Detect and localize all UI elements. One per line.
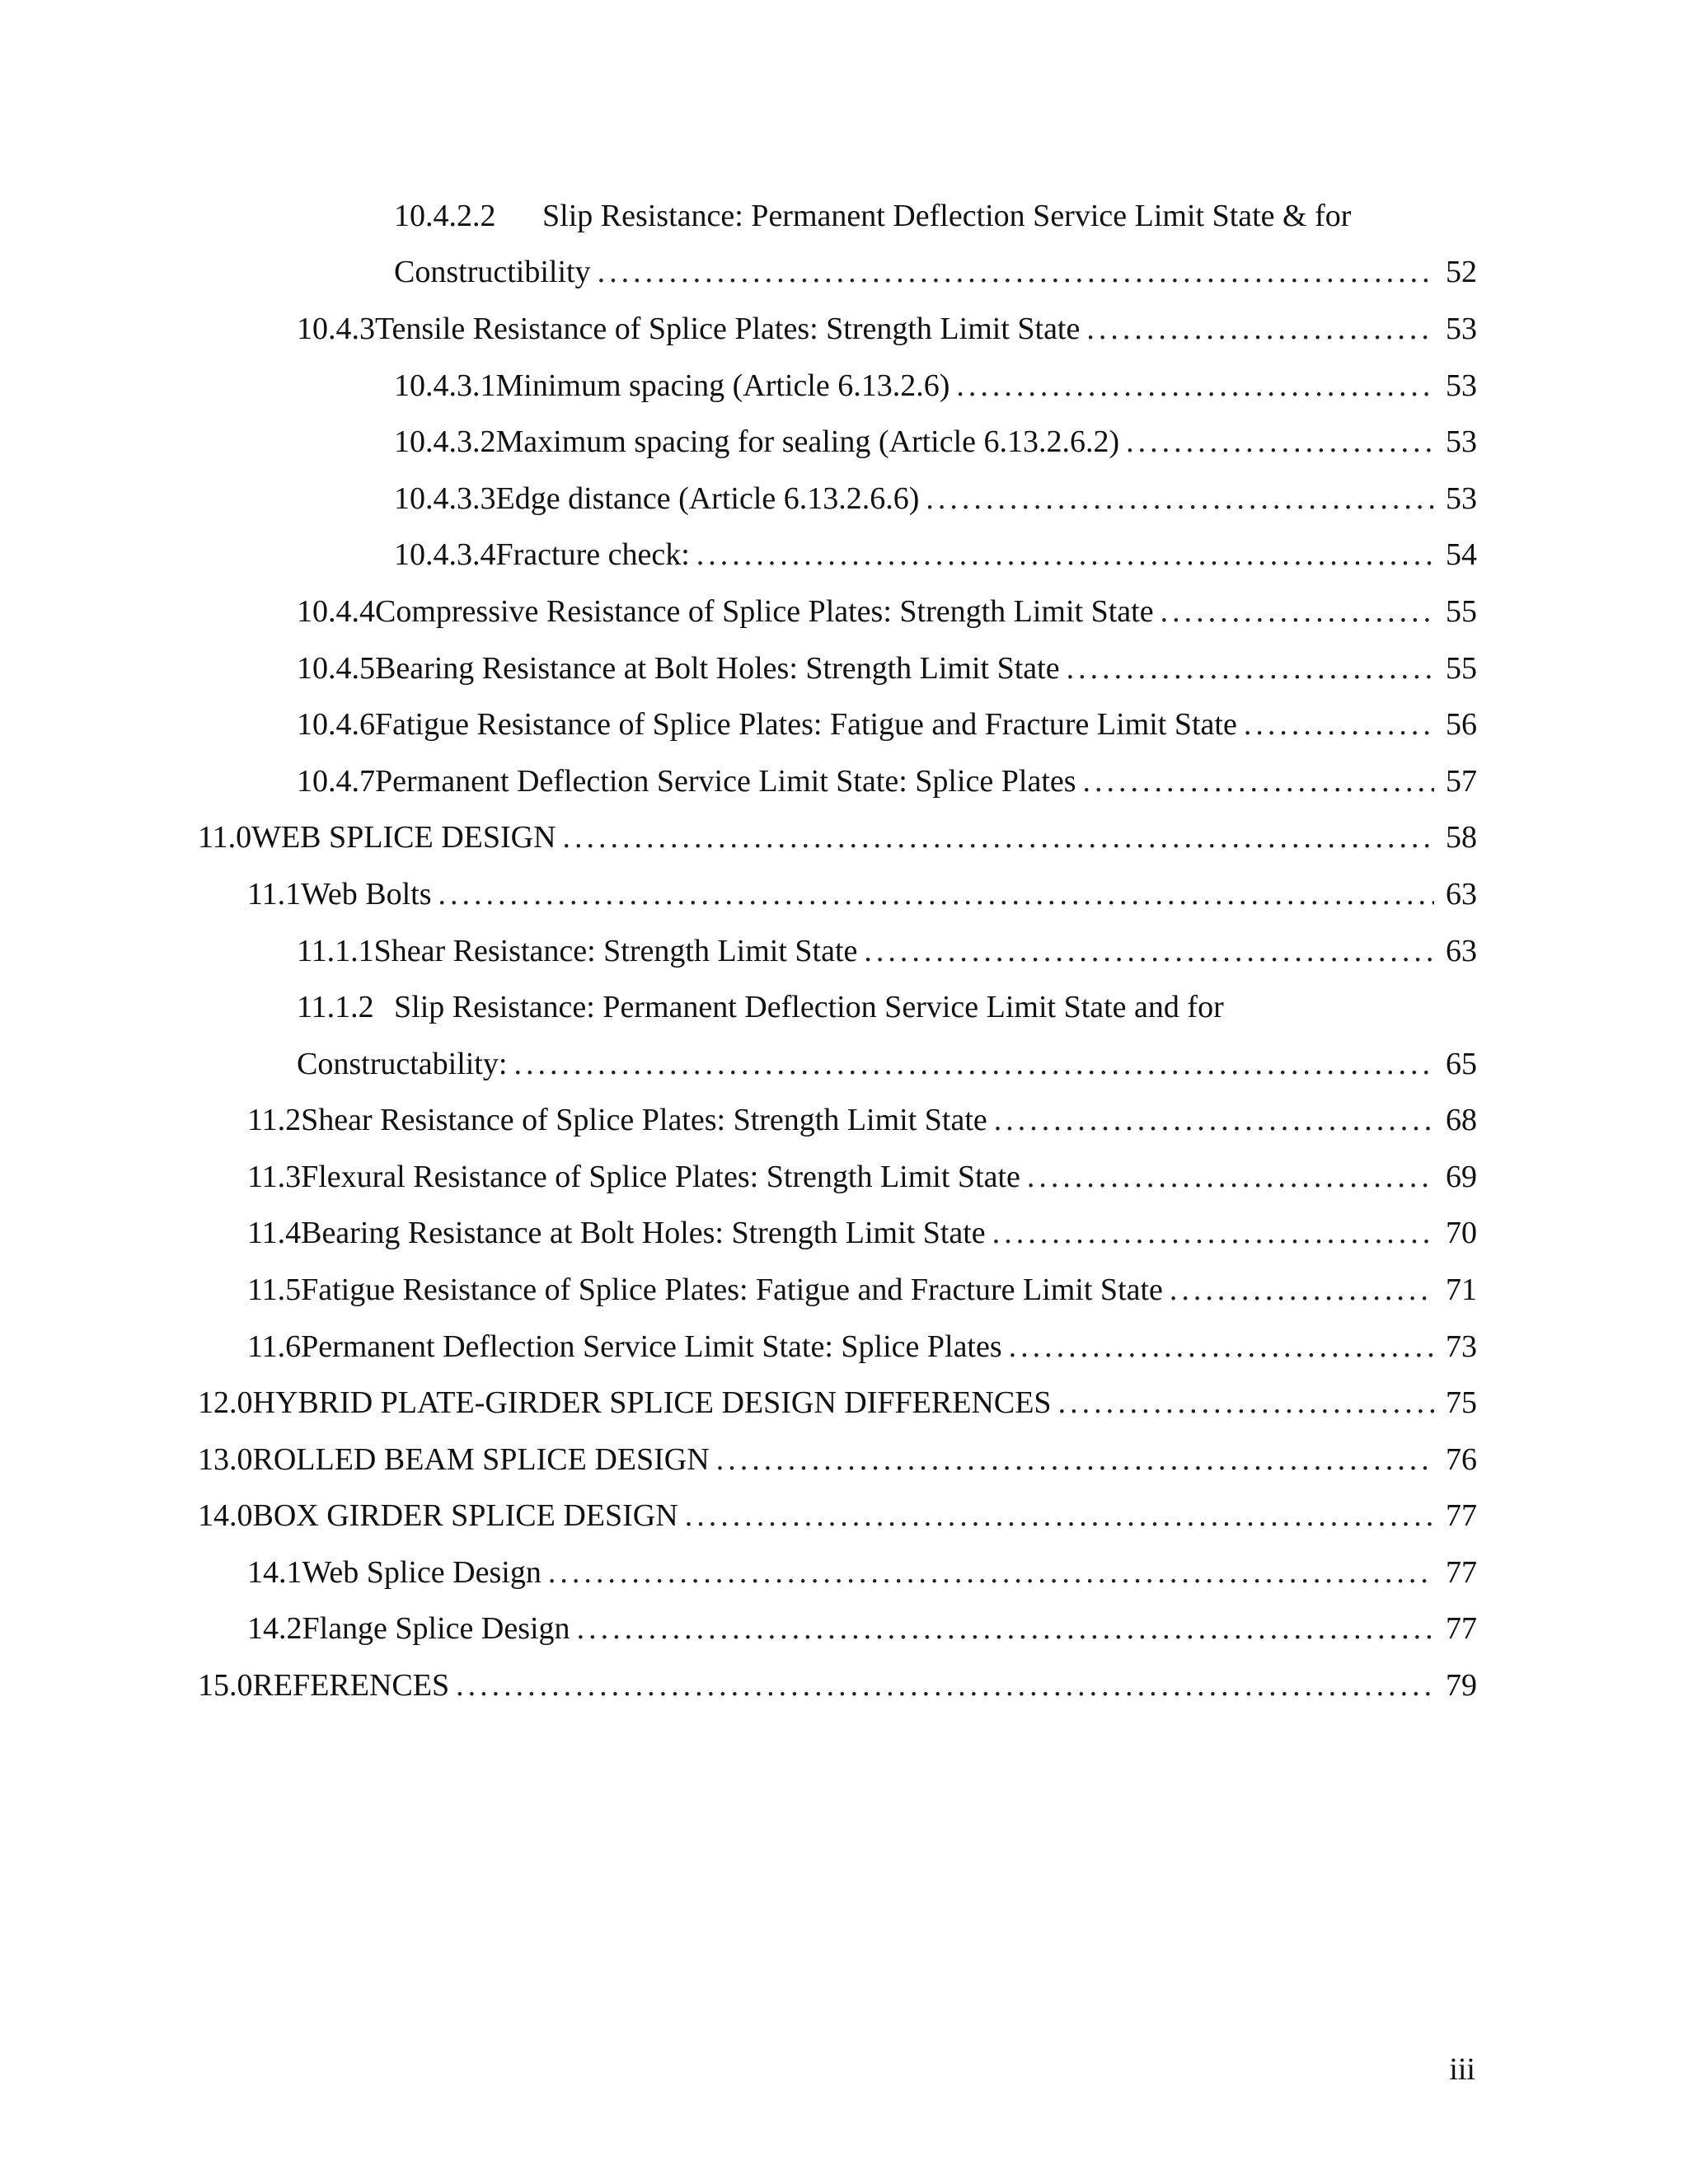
- toc-entry-number: 15.0: [198, 1668, 253, 1703]
- toc-entry-title: Bearing Resistance at Bolt Holes: Strength Limit State: [375, 651, 1060, 686]
- toc-entry-page: 65: [1446, 1047, 1477, 1081]
- toc-entry-page: 53: [1446, 312, 1477, 346]
- dot-leader: [1058, 1382, 1434, 1423]
- dot-leader: [926, 478, 1434, 519]
- dot-leader: [1009, 1326, 1434, 1367]
- toc-entry[interactable]: [247, 1552, 1477, 1593]
- toc-entry-page: 77: [1446, 1555, 1477, 1590]
- toc-entry[interactable]: [297, 761, 1477, 802]
- toc-entry[interactable]: [247, 1156, 1477, 1197]
- toc-entry-number: 14.1: [247, 1555, 302, 1590]
- toc-entry[interactable]: [198, 817, 1477, 858]
- toc-entry-number: 10.4.5: [297, 651, 375, 686]
- toc-entry-title: Minimum spacing (Article 6.13.2.6): [495, 368, 950, 403]
- toc-entry-title: Slip Resistance: Permanent Deflection Service Limit State and for: [394, 990, 1224, 1024]
- dot-leader: [1244, 704, 1434, 745]
- toc-entry-page: 57: [1446, 764, 1477, 799]
- toc-entry-page: 77: [1446, 1611, 1477, 1646]
- toc-entry-number: 11.3: [247, 1160, 302, 1194]
- toc-entry[interactable]: [297, 591, 1477, 632]
- toc-entry-page: 71: [1446, 1272, 1477, 1307]
- dot-leader: [1170, 1269, 1434, 1310]
- toc-entry-title: Fracture check:: [495, 537, 690, 572]
- toc-entry-title: Flange Splice Design: [302, 1611, 570, 1646]
- toc-entry-title: Maximum spacing for sealing (Article 6.13.2.6.2): [495, 424, 1120, 459]
- toc-entry-title: Permanent Deflection Service Limit State: Splice Plates: [301, 1329, 1002, 1364]
- toc-entry-title: REFERENCES: [252, 1668, 450, 1703]
- toc-entry-number: 11.1: [247, 877, 302, 912]
- dot-leader: [1160, 591, 1434, 632]
- toc-entry-number: 11.2: [247, 1103, 302, 1137]
- toc-entry[interactable]: [198, 1495, 1477, 1536]
- toc-entry-page: 63: [1446, 934, 1477, 968]
- dot-leader: [438, 874, 1434, 915]
- dot-leader: [685, 1495, 1434, 1536]
- dot-leader: [994, 1099, 1434, 1141]
- toc-entry[interactable]: [394, 365, 1477, 406]
- toc-entry-page: 77: [1446, 1498, 1477, 1533]
- toc-entry-title: Fatigue Resistance of Splice Plates: Fatigue and Fracture Limit State: [301, 1272, 1163, 1307]
- dot-leader: [864, 930, 1434, 972]
- dot-leader: [716, 1439, 1434, 1480]
- toc-entry-title: Permanent Deflection Service Limit State: Splice Plates: [375, 764, 1076, 799]
- toc-entry[interactable]: [394, 421, 1477, 462]
- dot-leader: [1126, 421, 1434, 462]
- toc-entry[interactable]: [247, 874, 1477, 915]
- toc-entry-page: 55: [1446, 594, 1477, 629]
- toc-entry-number: 10.4.2.2: [394, 199, 496, 233]
- toc-entry-number: 10.4.7: [297, 764, 375, 799]
- toc-entry[interactable]: [297, 930, 1477, 972]
- toc-entry-title: HYBRID PLATE-GIRDER SPLICE DESIGN DIFFERENCES: [252, 1385, 1052, 1420]
- toc-entry-page: 69: [1446, 1160, 1477, 1194]
- toc-entry-number: 11.5: [247, 1272, 302, 1307]
- toc-entry-title: Tensile Resistance of Splice Plates: Strength Limit State: [375, 312, 1081, 346]
- toc-entry-number: 13.0: [198, 1442, 253, 1477]
- toc-entry-page: 75: [1446, 1385, 1477, 1420]
- dot-leader: [563, 817, 1434, 858]
- toc-entry-page: 79: [1446, 1668, 1477, 1703]
- toc-entry-number: 10.4.3.1: [394, 368, 496, 403]
- toc-entry-title: ROLLED BEAM SPLICE DESIGN: [252, 1442, 710, 1477]
- toc-entry[interactable]: [297, 1043, 1477, 1085]
- dot-leader: [1083, 761, 1434, 802]
- toc-entry-page: 54: [1446, 537, 1477, 572]
- toc-entry-page: 55: [1446, 651, 1477, 686]
- toc-entry-page: 56: [1446, 707, 1477, 742]
- toc-entry-title: Bearing Resistance at Bolt Holes: Strength Limit State: [301, 1216, 986, 1250]
- toc-entry-title: Flexural Resistance of Splice Plates: Strength Limit State: [301, 1160, 1020, 1194]
- page-number: iii: [1449, 2052, 1475, 2087]
- toc-entry[interactable]: [247, 1269, 1477, 1310]
- toc-entry-page: 70: [1446, 1216, 1477, 1250]
- dot-leader: [1067, 648, 1434, 689]
- toc-entry-title: BOX GIRDER SPLICE DESIGN: [252, 1498, 678, 1533]
- toc-entry[interactable]: [198, 1665, 1477, 1706]
- toc-entry-number: 10.4.4: [297, 594, 375, 629]
- dot-leader: [992, 1212, 1434, 1254]
- toc-entry[interactable]: [247, 1608, 1477, 1649]
- toc-entry-page: 52: [1446, 255, 1477, 289]
- toc-entry-title: Edge distance (Article 6.13.2.6.6): [495, 481, 920, 516]
- toc-entry[interactable]: [198, 1382, 1477, 1423]
- dot-leader: [598, 251, 1434, 293]
- toc-entry-number: 11.1.2: [297, 990, 374, 1024]
- toc-entry[interactable]: [247, 1212, 1477, 1254]
- toc-entry[interactable]: [297, 987, 1477, 1028]
- toc-entry[interactable]: [394, 195, 1477, 237]
- dot-leader: [548, 1552, 1434, 1593]
- toc-entry-title: Shear Resistance: Strength Limit State: [373, 934, 858, 968]
- toc-entry[interactable]: [297, 308, 1477, 349]
- toc-entry[interactable]: [394, 534, 1477, 575]
- toc-entry-title: Slip Resistance: Permanent Deflection Service Limit State & for: [542, 199, 1352, 233]
- toc-entry-page: 53: [1446, 481, 1477, 516]
- toc-entry-page: 73: [1446, 1329, 1477, 1364]
- dot-leader: [1086, 308, 1434, 349]
- dot-leader: [513, 1043, 1434, 1085]
- toc-entry-page: 76: [1446, 1442, 1477, 1477]
- toc-entry[interactable]: [247, 1099, 1477, 1141]
- toc-entry[interactable]: [247, 1326, 1477, 1367]
- toc-entry-page: 58: [1446, 820, 1477, 855]
- toc-entry-number: 10.4.3: [297, 312, 375, 346]
- toc-entry-number: 11.6: [247, 1329, 302, 1364]
- toc-entry-number: 10.4.3.4: [394, 537, 496, 572]
- toc-entry-number: 11.4: [247, 1216, 302, 1250]
- toc-entry[interactable]: [198, 1439, 1477, 1480]
- dot-leader: [456, 1665, 1434, 1706]
- toc-entry-number: 12.0: [198, 1385, 253, 1420]
- toc-entry-title: Constructability:: [297, 1047, 508, 1081]
- toc-entry[interactable]: [394, 478, 1477, 519]
- toc-entry[interactable]: [297, 704, 1477, 745]
- toc-entry-page: 63: [1446, 877, 1477, 912]
- toc-entry-title: Web Bolts: [301, 877, 432, 912]
- dot-leader: [956, 365, 1434, 406]
- toc-entry-page: 53: [1446, 368, 1477, 403]
- toc-entry[interactable]: [394, 251, 1477, 293]
- toc-entry-page: 53: [1446, 424, 1477, 459]
- toc-entry-number: 14.0: [198, 1498, 253, 1533]
- toc-entry-number: 10.4.3.2: [394, 424, 496, 459]
- toc-entry-title: Web Splice Design: [302, 1555, 542, 1590]
- dot-leader: [1027, 1156, 1434, 1197]
- toc-entry-title: Fatigue Resistance of Splice Plates: Fatigue and Fracture Limit State: [375, 707, 1237, 742]
- dot-leader: [577, 1608, 1434, 1649]
- toc-entry-number: 10.4.6: [297, 707, 375, 742]
- dot-leader: [696, 534, 1434, 575]
- toc-entry-title: Shear Resistance of Splice Plates: Strength Limit State: [301, 1103, 987, 1137]
- toc-entry-title: Constructibility: [394, 255, 591, 289]
- toc-entry-number: 14.2: [247, 1611, 302, 1646]
- toc-entry-title: Compressive Resistance of Splice Plates: Strength Limit State: [375, 594, 1154, 629]
- toc-entry-number: 10.4.3.3: [394, 481, 496, 516]
- toc-entry[interactable]: [297, 648, 1477, 689]
- toc-entry-page: 68: [1446, 1103, 1477, 1137]
- toc-entry-title: WEB SPLICE DESIGN: [251, 820, 556, 855]
- toc-entry-number: 11.0: [198, 820, 252, 855]
- toc-entry-number: 11.1.1: [297, 934, 374, 968]
